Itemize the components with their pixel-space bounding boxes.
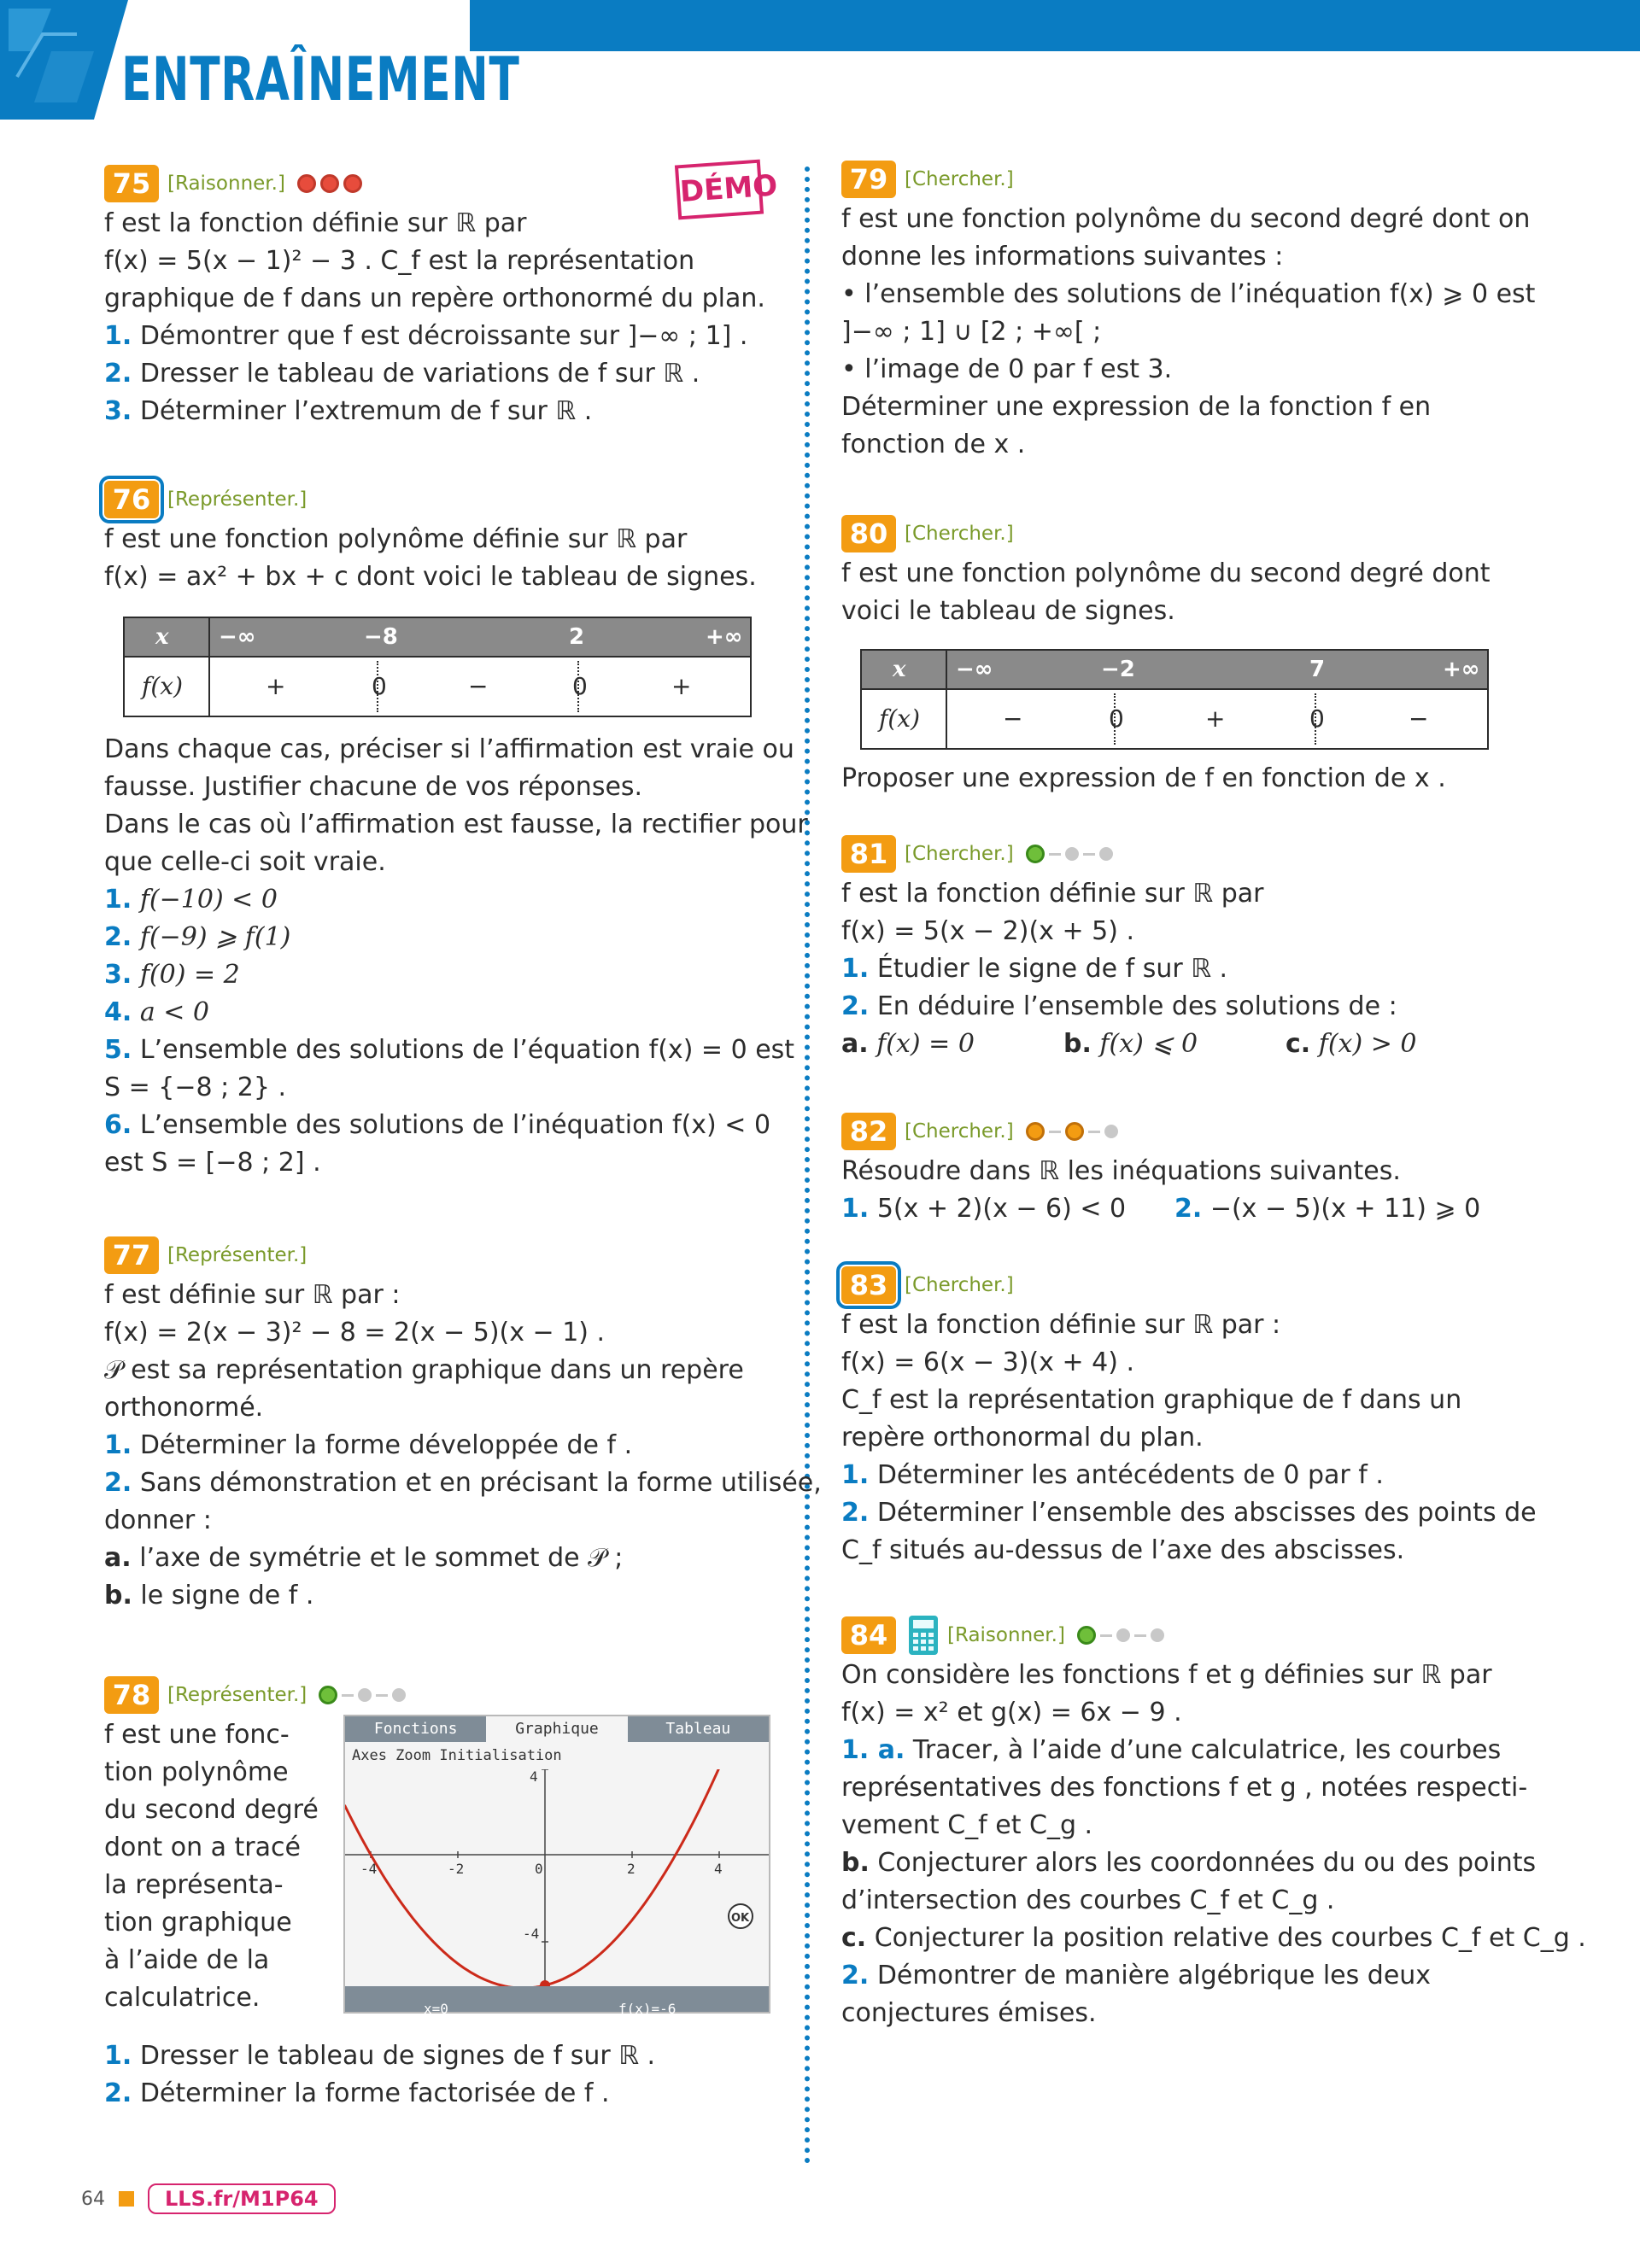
table-sign: − — [1003, 704, 1023, 733]
sign-table — [860, 649, 1489, 750]
exercise-number: 84 — [841, 1616, 896, 1654]
tick-label: 2 — [627, 1861, 636, 1877]
item-text: En déduire l’ensemble des solutions de : — [876, 991, 1397, 1021]
page-title: ENTRAÎNEMENT — [121, 44, 520, 114]
statement-line: f est une fonction polynôme du second degré dont on — [841, 204, 1531, 234]
difficulty-indicator — [1077, 1626, 1168, 1645]
statement-line: f(x) = 5(x − 2)(x + 5) . — [841, 916, 1135, 946]
difficulty-dot — [1099, 847, 1113, 861]
difficulty-link — [1049, 853, 1061, 856]
table-fx-label: f(x) — [879, 704, 921, 733]
difficulty-link — [376, 1694, 388, 1697]
item-label: 2. — [841, 1498, 870, 1528]
difficulty-indicator — [1026, 845, 1117, 863]
statement-line: Déterminer une expression de la fonction f en — [841, 392, 1432, 422]
item-label: 2. — [1174, 1194, 1203, 1224]
difficulty-dot — [1065, 1122, 1084, 1141]
statement-line: la représenta- — [104, 1870, 284, 1900]
item-text: Déterminer la forme développée de f . — [139, 1430, 633, 1460]
item-label: 1. — [841, 1194, 870, 1224]
statement-line: graphique de f dans un repère orthonormé du plan. — [104, 284, 765, 313]
item-label: 1. — [841, 1460, 870, 1490]
parabola-curve — [345, 1769, 754, 1986]
item-text: Déterminer la forme factorisée de f . — [139, 2078, 610, 2108]
calc-tab-graphique[interactable]: Graphique — [486, 1716, 627, 1742]
statement-line: f(x) = 6(x − 3)(x + 4) . — [841, 1347, 1135, 1377]
tick-label: 4 — [530, 1769, 538, 1785]
item-label: a. — [841, 1029, 869, 1059]
statement-line: C_f est la représentation graphique de f dans un — [841, 1385, 1462, 1415]
item-text: Étudier le signe de f sur ℝ . — [876, 954, 1228, 984]
item-text: Déterminer l’extremum de f sur ℝ . — [139, 396, 593, 426]
table-fx-label: f(x) — [142, 672, 184, 700]
exercise-tag: [Chercher.] — [905, 1120, 1014, 1143]
table-x-value: 7 — [1309, 657, 1326, 682]
exercise-75 — [104, 162, 779, 430]
item-label: 2. — [841, 991, 870, 1021]
item-text: Conjecturer alors les coordonnées du ou des points — [877, 1848, 1537, 1878]
item-label: 4. — [104, 997, 132, 1027]
statement-line: calculatrice. — [104, 1983, 261, 2013]
exercise-tag: [Chercher.] — [905, 523, 1014, 545]
statement-line: fausse. Justifier chacune de vos réponses. — [104, 772, 643, 802]
ok-label: OK — [731, 1912, 750, 1925]
difficulty-dot — [1104, 1125, 1118, 1138]
item-label: c. — [1286, 1029, 1311, 1059]
table-sign: 0 — [372, 672, 387, 700]
statement-line: f(x) = 2(x − 3)² − 8 = 2(x − 5)(x − 1) . — [104, 1318, 606, 1347]
lls-link[interactable]: LLS.fr/M1P64 — [148, 2183, 336, 2214]
item-text: Démontrer de manière algébrique les deux — [876, 1961, 1432, 1990]
item-label: 2. — [104, 1468, 132, 1498]
table-sign: + — [266, 672, 286, 700]
item-text: Tracer, à l’aide d’une calculatrice, les courbes — [912, 1735, 1502, 1765]
calc-tab-tableau[interactable]: Tableau — [628, 1716, 769, 1742]
table-x-value: −∞ — [219, 624, 256, 650]
statement-line: f(x) = ax² + bx + c dont voici le tableau de signes. — [104, 562, 757, 592]
statement-line: tion polynôme — [104, 1757, 289, 1787]
calc-menu[interactable]: Axes Zoom Initialisation — [352, 1747, 562, 1764]
exercise-81 — [841, 833, 1516, 1068]
item-text: Conjecturer la position relative des courbes C_f et C_g . — [874, 1923, 1586, 1953]
exercise-number: 78 — [104, 1676, 159, 1714]
exercise-83 — [841, 1264, 1537, 1569]
statement-line: f est une fonction polynôme définie sur ℝ par — [104, 524, 688, 554]
item-label: 2. — [104, 922, 132, 952]
statement-line: On considère les fonctions f et g définies sur ℝ par — [841, 1660, 1492, 1690]
exercise-78 — [104, 1674, 766, 2108]
statement-line: à l’aide de la — [104, 1945, 270, 1975]
exercise-82 — [841, 1110, 1516, 1233]
statement-line: Résoudre dans ℝ les inéquations suivantes. — [841, 1156, 1401, 1186]
table-x-value: −8 — [364, 624, 398, 650]
statement-line: Dans chaque cas, préciser si l’affirmation est vraie ou — [104, 734, 794, 764]
item-label: a. — [104, 1543, 132, 1573]
item-label: 2. — [104, 359, 132, 389]
table-divider — [946, 651, 947, 748]
statement-line: repère orthonormal du plan. — [841, 1423, 1204, 1453]
item-text: Dresser le tableau de variations de f sur ℝ . — [139, 359, 700, 389]
item-text: 5(x + 2)(x − 6) < 0 — [876, 1194, 1127, 1224]
statement-line: voici le tableau de signes. — [841, 596, 1175, 626]
table-sign: 0 — [1309, 704, 1325, 733]
table-x-label: x — [155, 624, 169, 650]
table-x-value: 2 — [569, 624, 585, 650]
difficulty-indicator — [297, 174, 366, 193]
item-text: a < 0 — [139, 997, 210, 1027]
exercise-tag: [Chercher.] — [905, 168, 1014, 190]
statement-line: f est une fonction polynôme du second degré dont — [841, 558, 1491, 588]
item-text: Dresser le tableau de signes de f sur ℝ . — [139, 2041, 656, 2071]
exercise-number: 77 — [104, 1236, 159, 1274]
exercise-number: 81 — [841, 835, 896, 873]
table-sign: − — [468, 672, 489, 700]
statement-line: f est la fonction définie sur ℝ par — [841, 879, 1264, 909]
item-label: 1. a. — [841, 1735, 905, 1765]
exercise-76 — [104, 478, 808, 1178]
difficulty-link — [1049, 1131, 1061, 1133]
item-text: f(x) ⩽ 0 — [1099, 1029, 1198, 1059]
item-text: f(x) = 0 — [876, 1029, 975, 1059]
table-x-label: x — [893, 657, 906, 682]
table-x-value: +∞ — [1443, 657, 1480, 682]
difficulty-dot — [1026, 845, 1045, 863]
item-label: 6. — [104, 1110, 132, 1140]
difficulty-link — [1088, 1131, 1100, 1133]
statement-line: dont on a tracé — [104, 1833, 301, 1862]
item-label: 1. — [104, 1430, 132, 1460]
difficulty-link — [1083, 853, 1095, 856]
item-text: donner : — [104, 1505, 212, 1535]
calc-graph — [345, 1769, 769, 1986]
exercise-tag: [Représenter.] — [167, 1684, 308, 1706]
table-x-value: −2 — [1101, 657, 1135, 682]
page-footer — [81, 2183, 336, 2214]
item-text: Sans démonstration et en précisant la forme utilisée, — [139, 1468, 822, 1498]
statement-line: f est la fonction définie sur ℝ par — [104, 208, 527, 238]
exercise-tag: [Représenter.] — [167, 1244, 308, 1266]
calc-status-bar — [345, 1986, 769, 2017]
exercise-number: 75 — [104, 165, 159, 202]
item-text: représentatives des fonctions f et g , notées respecti- — [841, 1773, 1528, 1803]
exercise-80 — [841, 512, 1516, 793]
item-text: conjectures émises. — [841, 1998, 1097, 2028]
item-label: 1. — [841, 954, 870, 984]
statement-line: donne les informations suivantes : — [841, 242, 1284, 272]
calc-tab-fonctions[interactable]: Fonctions — [345, 1716, 486, 1742]
corner-decoration — [0, 0, 128, 120]
statement-line: f est la fonction définie sur ℝ par : — [841, 1310, 1281, 1340]
cursor-point[interactable] — [540, 1980, 550, 1986]
statement-line: • l’image de 0 par f est 3. — [841, 354, 1173, 384]
tick-label: -2 — [448, 1861, 465, 1877]
exercise-number: 80 — [841, 515, 896, 552]
item-text: est S = [−8 ; 2] . — [104, 1148, 321, 1178]
item-label: 5. — [104, 1035, 132, 1065]
exercise-tag: [Raisonner.] — [947, 1624, 1065, 1646]
item-text: L’ensemble des solutions de l’équation f(x) = 0 est — [139, 1035, 795, 1065]
table-x-value: −∞ — [956, 657, 993, 682]
table-sign: + — [671, 672, 692, 700]
calculator-screen — [343, 1715, 770, 2017]
exercise-84 — [841, 1614, 1586, 2032]
difficulty-dot — [1077, 1626, 1096, 1645]
difficulty-dot — [358, 1688, 372, 1702]
table-divider — [208, 618, 210, 716]
item-label: b. — [841, 1848, 870, 1878]
difficulty-indicator — [319, 1686, 410, 1704]
demo-stamp: DÉMO — [675, 160, 764, 220]
statement-line: f(x) = x² et g(x) = 6x − 9 . — [841, 1698, 1182, 1727]
statement-line: Dans le cas où l’affirmation est fausse, la rectifier pour — [104, 810, 808, 839]
difficulty-dot — [319, 1686, 337, 1704]
tick-label: -4 — [523, 1926, 540, 1942]
difficulty-dot — [1065, 847, 1079, 861]
item-label: b. — [104, 1581, 132, 1610]
item-label: 1. — [104, 321, 132, 351]
exercise-number: 83 — [841, 1266, 896, 1304]
exercise-number: 76 — [104, 481, 159, 518]
difficulty-link — [342, 1694, 354, 1697]
statement-line: 𝒫 est sa représentation graphique dans un repère — [104, 1355, 744, 1385]
table-sign: 0 — [1109, 704, 1124, 733]
statement-line: fonction de x . — [841, 430, 1026, 459]
difficulty-dot — [297, 174, 316, 193]
tick-label: 0 — [535, 1861, 543, 1877]
header-bar — [470, 0, 1640, 51]
difficulty-dot — [392, 1688, 406, 1702]
item-text: Déterminer les antécédents de 0 par f . — [876, 1460, 1384, 1490]
item-text: L’ensemble des solutions de l’inéquation f(x) < 0 — [139, 1110, 771, 1140]
item-text: f(0) = 2 — [139, 960, 240, 990]
item-text: Déterminer l’ensemble des abscisses des points de — [876, 1498, 1537, 1528]
difficulty-link — [1100, 1634, 1112, 1637]
item-label: 3. — [104, 960, 132, 990]
item-text: Démontrer que f est décroissante sur ]−∞ ; 1] . — [139, 321, 748, 351]
item-text: l’axe de symétrie et le sommet de 𝒫 ; — [139, 1543, 624, 1573]
item-text: f(−10) < 0 — [139, 885, 278, 915]
item-text: f(x) > 0 — [1318, 1029, 1417, 1059]
item-text: vement C_f et C_g . — [841, 1810, 1093, 1840]
item-text: −(x − 5)(x + 11) ⩾ 0 — [1210, 1194, 1481, 1224]
table-sign: 0 — [572, 672, 588, 700]
item-label: 1. — [104, 885, 132, 915]
item-label: 3. — [104, 396, 132, 426]
statement-line: • l’ensemble des solutions de l’inéquation f(x) ⩾ 0 est — [841, 279, 1536, 309]
exercise-77 — [104, 1234, 822, 1615]
footer-square — [119, 2191, 134, 2207]
difficulty-dot — [320, 174, 339, 193]
statement-line: ]−∞ ; 1] ∪ [2 ; +∞[ ; — [841, 317, 1102, 347]
table-x-value: +∞ — [706, 624, 743, 650]
exercise-tag: [Chercher.] — [905, 1274, 1014, 1296]
difficulty-dot — [1026, 1122, 1045, 1141]
column-divider — [805, 167, 810, 2165]
status-x: x=0 — [424, 2001, 448, 2017]
item-text: d’intersection des courbes C_f et C_g . — [841, 1885, 1335, 1915]
statement-line: du second degré — [104, 1795, 319, 1825]
table-sign: − — [1409, 704, 1429, 733]
exercise-tag: [Représenter.] — [167, 488, 308, 511]
item-label: 2. — [104, 2078, 132, 2108]
calculator-icon — [908, 1615, 939, 1656]
difficulty-indicator — [1026, 1122, 1122, 1141]
exercise-tag: [Raisonner.] — [167, 172, 285, 195]
exercise-number: 79 — [841, 161, 896, 198]
item-text: C_f situés au-dessus de l’axe des abscisses. — [841, 1535, 1405, 1565]
statement-line: que celle-ci soit vraie. — [104, 847, 386, 877]
item-label: c. — [841, 1923, 867, 1953]
statement-line: Proposer une expression de f en fonction de x . — [841, 763, 1446, 793]
item-text: S = {−8 ; 2} . — [104, 1073, 286, 1102]
tick-label: -4 — [360, 1861, 378, 1877]
item-text: f(−9) ⩾ f(1) — [139, 922, 291, 952]
exercise-number: 82 — [841, 1113, 896, 1150]
status-fx: f(x)=-6 — [618, 2001, 676, 2017]
sign-table — [123, 617, 752, 717]
item-text: le signe de f . — [140, 1581, 314, 1610]
item-label: b. — [1063, 1029, 1092, 1059]
statement-line: orthonormé. — [104, 1393, 264, 1423]
statement-line: f est définie sur ℝ par : — [104, 1280, 401, 1310]
difficulty-dot — [1151, 1628, 1164, 1642]
difficulty-link — [1134, 1634, 1146, 1637]
difficulty-dot — [343, 174, 362, 193]
item-label: 2. — [841, 1961, 870, 1990]
statement-line: f(x) = 5(x − 1)² − 3 . C_f est la représentation — [104, 246, 695, 276]
exercise-79 — [841, 158, 1536, 464]
difficulty-dot — [1116, 1628, 1130, 1642]
tick-label: 4 — [714, 1861, 723, 1877]
statement-line: tion graphique — [104, 1908, 292, 1938]
exercise-tag: [Chercher.] — [905, 843, 1014, 865]
item-label: 1. — [104, 2041, 132, 2071]
page-number: 64 — [81, 2188, 105, 2210]
statement-line: f est une fonc- — [104, 1720, 290, 1750]
table-sign: + — [1205, 704, 1226, 733]
